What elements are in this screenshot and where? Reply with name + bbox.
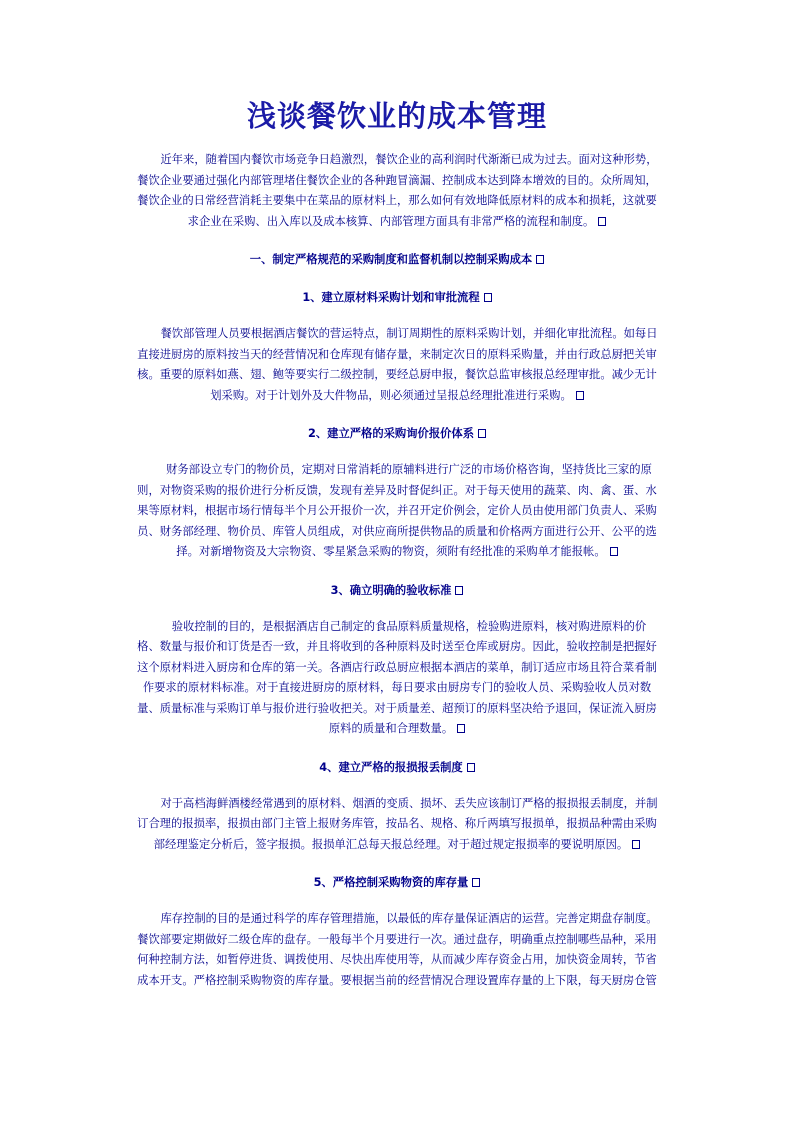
- missing-glyph-box-icon: [455, 586, 463, 595]
- text-line: 作要求的原材料标准。对于直接进厨房的原材料，每日要求由厨房专门的验收人员、采购验收人员对数: [142, 681, 652, 694]
- missing-glyph-box-icon: [484, 293, 492, 302]
- intro-paragraph: [115, 150, 679, 232]
- missing-glyph-box-icon: [467, 763, 475, 772]
- text-line: 核。重要的原料如燕、翅、鲍等要实行二级控制，要经总厨申报，餐饮总监审核报总经理审批。减少无计: [137, 368, 657, 381]
- document-page: [115, 96, 679, 991]
- missing-glyph-box-icon: [536, 255, 544, 264]
- missing-glyph-box-icon: [598, 217, 606, 226]
- text-line: 餐饮部管理人员要根据酒店餐饮的营运特点，制订周期性的原料采购计划，并细化审批流程。如每日: [160, 327, 658, 340]
- document-title: 浅谈餐饮业的成本管理: [246, 99, 547, 133]
- text-line: 对于高档海鲜酒楼经常遇到的原材料、烟酒的变质、损坏、丢失应该制订严格的报损报丢制度，并制: [160, 796, 658, 810]
- text-line: 成本开支。严格控制采购物资的库存量。要根据当前的经营情况合理设置库存量的上下限，每天厨房仓管: [137, 973, 657, 987]
- missing-glyph-box-icon: [478, 429, 486, 438]
- subsection-heading: 3、确立明确的验收标准: [330, 583, 452, 597]
- text-line: 量、质量标准与采购订单与报价进行验收把关。对于质量差、超预订的原料坚决给予退回，保证流入厨房: [137, 701, 657, 715]
- text-line: 择。对新增物资及大宗物资、零星紧急采购的物资，须附有经批准的采购单才能报帐。: [176, 545, 606, 558]
- subsection-paragraph: [115, 794, 679, 856]
- text-line: 验收控制的目的，是根据酒店自己制定的食品原料质量规格，检验购进原料，核对购进原料的价: [171, 619, 647, 633]
- missing-glyph-box-icon: [457, 724, 465, 733]
- text-line: 原料的质量和合理数量。: [328, 722, 454, 735]
- subsection-heading: 1、建立原材料采购计划和审批流程: [302, 291, 480, 304]
- text-line: 部经理鉴定分析后，签字报损。报损单汇总每天报总经理。对于超过规定报损率的要说明原因。: [153, 837, 629, 851]
- text-line: 这个原材料进入厨房和仓库的第一关。各酒店行政总厨应根据本酒店的菜单，制订适应市场且符合菜肴制: [137, 660, 657, 674]
- subsection-heading: 2、建立严格的采购询价报价体系: [307, 427, 475, 440]
- subsection-paragraph: [115, 617, 679, 740]
- subsection-paragraph: [115, 909, 679, 991]
- text-line: 库存控制的目的是通过科学的库存管理措施，以最低的库存量保证酒店的运营。完善定期盘存制度。: [160, 912, 658, 925]
- subsection-heading: 4、建立严格的报损报丢制度: [319, 760, 463, 774]
- text-line: 订合理的报损率，报损由部门主管上报财务库管，按品名、规格、称斤两填写报损单，报损品种需由采购: [137, 817, 657, 830]
- missing-glyph-box-icon: [472, 878, 480, 887]
- subsection-paragraph: [115, 324, 679, 406]
- intro-line: 餐饮企业的日常经营消耗主要集中在菜品的原材料上，那么如何有效地降低原材料的成本和损耗，这就要: [137, 194, 657, 207]
- text-line: 餐饮部要定期做好二级仓库的盘存。一般每半个月要进行一次。通过盘存，明确重点控制哪些品种，采用: [137, 932, 657, 946]
- subsection-heading: 5、严格控制采购物资的库存量: [313, 876, 469, 889]
- text-line: 何种控制方法，如暂停进货、调拨使用、尽快出库使用等，从而减少库存资金占用，加快资金周转，节省: [137, 953, 657, 966]
- text-line: 格、数量与报价和订货是否一致，并且将收到的各种原料及时送至仓库或厨房。因此，验收控制是把握好: [137, 640, 657, 653]
- intro-line: 求企业在采购、出入库以及成本核算、内部管理方面具有非常严格的流程和制度。: [187, 214, 595, 228]
- text-line: 则，对物资采购的报价进行分析反馈，发现有差异及时督促纠正。对于每天使用的蔬菜、肉、禽、蛋、水: [137, 483, 657, 497]
- text-line: 财务部设立专门的物价员，定期对日常消耗的原辅料进行广泛的市场价格咨询，坚持货比三家的原: [166, 463, 652, 476]
- missing-glyph-box-icon: [610, 547, 618, 556]
- missing-glyph-box-icon: [576, 391, 584, 400]
- text-line: 划采购。对于计划外及大件物品，则必须通过呈报总经理批准进行采购。: [210, 388, 572, 402]
- text-line: 员、财务部经理、物价员、库管人员组成，对供应商所提供物品的质量和价格两方面进行公开、公平的选: [137, 524, 657, 538]
- intro-line: 餐饮企业要通过强化内部管理堵住餐饮企业的各种跑冒滴漏、控制成本达到降本增效的目的。众所周知，: [137, 173, 657, 187]
- text-line: 果等原材料，根据市场行情每半个月公开报价一次，并召开定价例会，定价人员由使用部门负责人、采购: [137, 504, 657, 517]
- intro-line: 近年来，随着国内餐饮市场竞争日趋激烈，餐饮企业的高利润时代渐渐已成为过去。面对这种形势，: [160, 153, 658, 166]
- section-heading: 一、制定严格规范的采购制度和监督机制以控制采购成本: [249, 253, 533, 266]
- subsection-paragraph: [115, 460, 679, 563]
- text-line: 直接进厨房的原料按当天的经营情况和仓库现有储存量，来制定次日的原料采购量，并由行政总厨把关审: [137, 347, 657, 361]
- missing-glyph-box-icon: [632, 840, 640, 849]
